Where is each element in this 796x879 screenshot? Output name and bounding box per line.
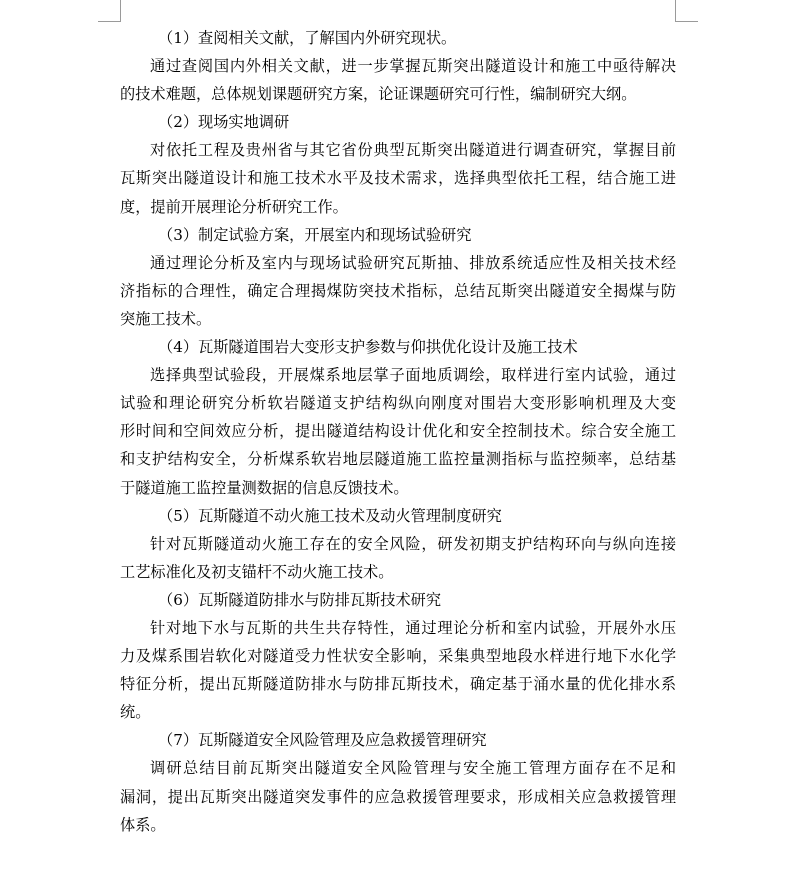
body-line: 特征分析，提出瓦斯隧道防排水与防排瓦斯技术，确定基于涌水量的优化排水系 bbox=[120, 675, 676, 694]
crop-mark-left-vertical bbox=[120, 0, 121, 22]
body-line: 形时间和空间效应分析，提出隧道结构设计优化和安全控制技术。综合安全施工 bbox=[120, 422, 676, 441]
document-body bbox=[120, 24, 676, 839]
body-line: 针对瓦斯隧道动火施工存在的安全风险，研发初期支护结构环向与纵向连接 bbox=[150, 534, 676, 553]
body-line: 针对地下水与瓦斯的共生共存特性，通过理论分析和室内试验，开展外水压 bbox=[150, 618, 676, 637]
body-line: 通过查阅国内外相关文献，进一步掌握瓦斯突出隧道设计和施工中亟待解决 bbox=[150, 57, 676, 76]
body-line: 对依托工程及贵州省与其它省份典型瓦斯突出隧道进行调查研究，掌握目前 bbox=[150, 141, 676, 160]
body-line: 度，提前开展理论分析研究工作。 bbox=[120, 197, 348, 216]
body-line: 调研总结目前瓦斯突出隧道安全风险管理与安全施工管理方面存在不足和 bbox=[150, 759, 676, 778]
section-heading: （2）现场实地调研 bbox=[158, 113, 290, 132]
body-line: 选择典型试验段，开展煤系地层掌子面地质调绘，取样进行室内试验，通过 bbox=[150, 366, 676, 385]
body-line: 于隧道施工监控量测数据的信息反馈技术。 bbox=[120, 478, 409, 497]
crop-mark-right-vertical bbox=[675, 0, 676, 22]
section-heading: （3）制定试验方案，开展室内和现场试验研究 bbox=[158, 225, 472, 244]
crop-mark-left-horizontal bbox=[98, 21, 121, 22]
body-line: 突施工技术。 bbox=[120, 309, 212, 328]
body-line: 工艺标准化及初支锚杆不动火施工技术。 bbox=[120, 562, 394, 581]
body-line: 通过理论分析及室内与现场试验研究瓦斯抽、排放系统适应性及相关技术经 bbox=[150, 253, 676, 272]
body-line: 瓦斯突出隧道设计和施工技术水平及技术需求，选择典型依托工程，结合施工进 bbox=[120, 169, 676, 188]
body-line: 统。 bbox=[120, 703, 151, 722]
body-line: 的技术难题，总体规划课题研究方案，论证课题研究可行性，编制研究大纲。 bbox=[120, 85, 637, 104]
section-heading: （4）瓦斯隧道围岩大变形支护参数与仰拱优化设计及施工技术 bbox=[158, 338, 578, 357]
section-heading: （6）瓦斯隧道防排水与防排瓦斯技术研究 bbox=[158, 590, 442, 609]
section-heading: （7）瓦斯隧道安全风险管理及应急救援管理研究 bbox=[158, 731, 487, 750]
section-heading: （5）瓦斯隧道不动火施工技术及动火管理制度研究 bbox=[158, 506, 502, 525]
section-heading: （1）查阅相关文献，了解国内外研究现状。 bbox=[158, 29, 457, 47]
body-line: 力及煤系围岩软化对隧道受力性状安全影响，采集典型地段水样进行地下水化学 bbox=[120, 647, 676, 666]
body-line: 试验和理论研究分析软岩隧道支护结构纵向刚度对围岩大变形影响机理及大变 bbox=[120, 394, 676, 413]
body-line: 体系。 bbox=[120, 815, 166, 834]
body-line: 济指标的合理性，确定合理揭煤防突技术指标，总结瓦斯突出隧道安全揭煤与防 bbox=[120, 281, 676, 300]
crop-mark-right-horizontal bbox=[675, 21, 698, 22]
body-line: 漏洞，提出瓦斯突出隧道突发事件的应急救援管理要求，形成相关应急救援管理 bbox=[120, 787, 676, 806]
body-line: 和支护结构安全，分析煤系软岩地层隧道施工监控量测指标与监控频率，总结基 bbox=[120, 450, 676, 469]
